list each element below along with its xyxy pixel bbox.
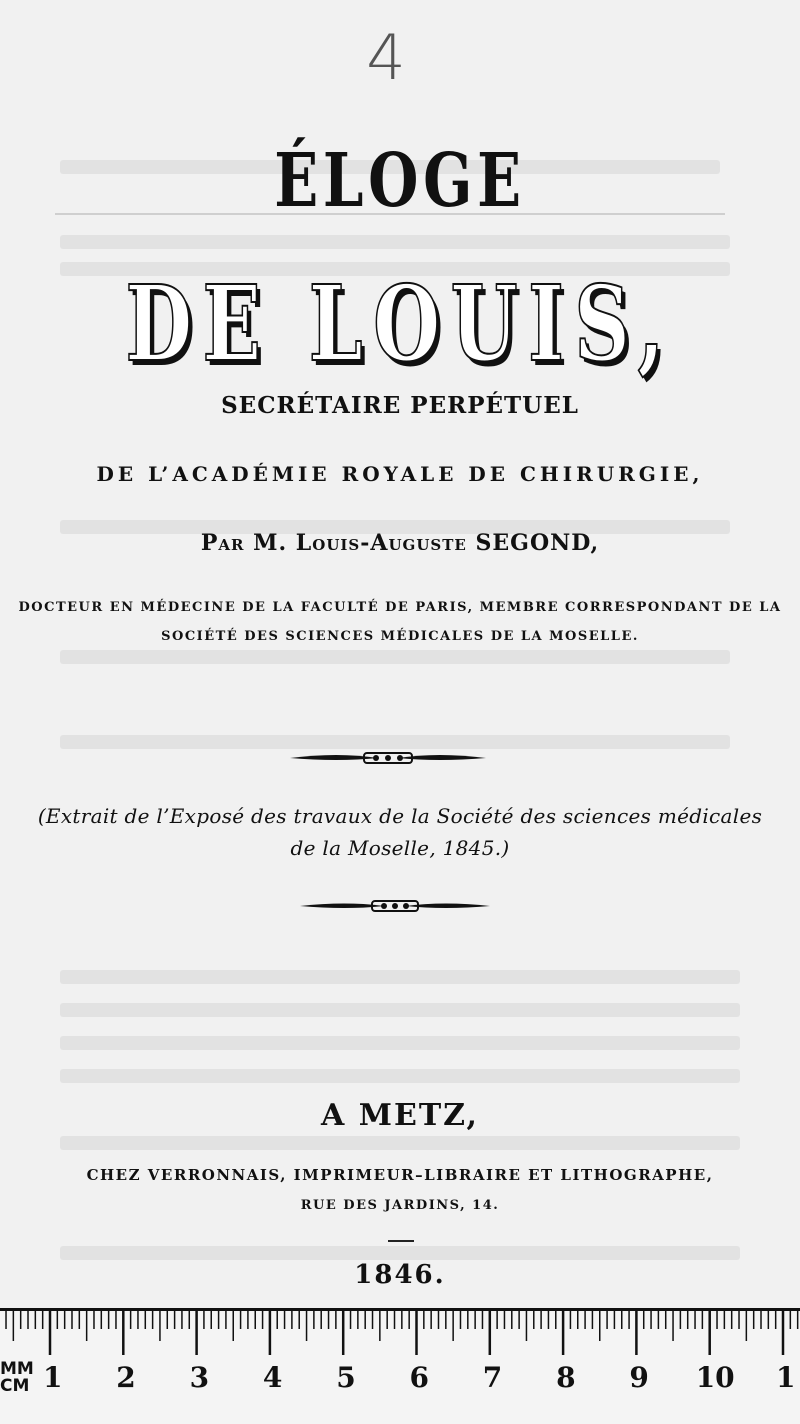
ruler-number: 3: [189, 1361, 210, 1394]
short-rule: [388, 1240, 414, 1242]
ruler-unit-mm: MM: [0, 1359, 34, 1379]
ornament-divider-top: [288, 748, 488, 768]
bleed-through-text: [60, 1069, 740, 1083]
publication-year: 1846.: [354, 1260, 446, 1290]
ruler-number: 5: [336, 1361, 356, 1394]
ruler-number: 2: [116, 1361, 136, 1394]
address-line: RUE DES JARDINS, 14.: [300, 1198, 500, 1213]
bleed-through-text: [60, 1136, 740, 1150]
ruler-unit-cm: CM: [0, 1376, 30, 1396]
handwritten-page-number: 4: [366, 21, 406, 94]
extract-line-2: de la Moselle, 1845.): [290, 836, 510, 860]
bleed-through-text: [60, 735, 730, 749]
extract-note: [0, 800, 800, 864]
author-credentials: [0, 593, 800, 651]
title-line-eloge: ÉLOGE: [274, 138, 526, 224]
subtitle-secretaire: SECRÉTAIRE PERPÉTUEL: [221, 392, 579, 419]
ornament-divider-bottom: [298, 897, 492, 915]
bleed-through-text: [60, 650, 730, 664]
ruler-number: 4: [262, 1361, 283, 1394]
measuring-ruler: [0, 1308, 800, 1424]
subtitle-academie: DE L’ACADÉMIE ROYALE DE CHIRURGIE,: [96, 462, 704, 486]
bleed-through-text: [60, 235, 730, 249]
credentials-line-2: SOCIÉTÉ DES SCIENCES MÉDICALES DE LA MOSELLE.: [161, 629, 639, 644]
ruler-number: 1: [43, 1361, 63, 1394]
bleed-through-text: [60, 1036, 740, 1050]
credentials-line-1: DOCTEUR EN MÉDECINE DE LA FACULTÉ DE PARIS, MEMBRE CORRESPONDANT DE LA: [18, 600, 782, 615]
bleed-through-text: [60, 1003, 740, 1017]
extract-line-1: (Extrait de l’Exposé des travaux de la Société des sciences médicales: [37, 804, 763, 828]
bleed-through-text: [60, 970, 740, 984]
bleed-through-text: [60, 1246, 740, 1260]
ruler-number: 10: [695, 1361, 735, 1394]
printer-line: CHEZ VERRONNAIS, IMPRIMEUR–LIBRAIRE ET LITHOGRAPHE,: [86, 1166, 714, 1184]
ruler-number: 6: [409, 1361, 429, 1394]
ruler-number: 9: [629, 1361, 649, 1394]
ruler-number: 1: [776, 1361, 796, 1394]
ruler-number: 7: [482, 1361, 503, 1394]
author-line: Par M. Louis-Auguste SEGOND,: [200, 530, 600, 556]
ruler-number: 8: [556, 1361, 576, 1394]
place-of-publication: A METZ,: [321, 1098, 479, 1133]
title-line-de-louis: DE LOUIS,: [125, 262, 675, 385]
ruler-unit-label: [0, 1361, 34, 1395]
